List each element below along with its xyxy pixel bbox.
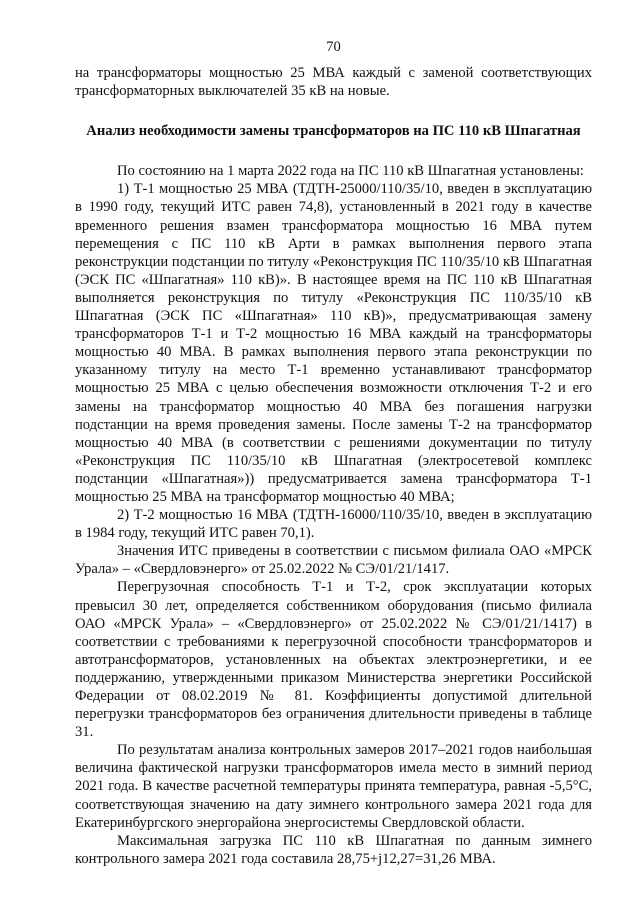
paragraph: По результатам анализа контрольных замеров 2017–2021 годов наибольшая величина фактической нагрузки трансформаторов имела место в зимний период 2021 года. В качестве расчетной температуры принята температура, равная -5,5°С, соответствующая значению на дату зимнего контрольного замера 2021 года для Екатеринбургского энергорайона энергосистемы Свердловской области. [75,742,592,831]
section-heading: Анализ необходимости замены трансформаторов на ПС 110 кВ Шпагатная [86,123,581,140]
paragraph: Значения ИТС приведены в соответствии с письмом филиала ОАО «МРСК Урала» – «Свердловэнерго» от 25.02.2022 № СЭ/01/21/1417. [75,543,592,578]
paragraph-continuation: на трансформаторы мощностью 25 МВА каждый с заменой соответствующих трансформаторных выключателей 35 кВ на новые. [75,65,592,100]
paragraph: По состоянию на 1 марта 2022 года на ПС 110 кВ Шпагатная установлены: [117,163,584,180]
paragraph: 2) Т-2 мощностью 16 МВА (ТДТН-16000/110/35/10, введен в эксплуатацию в 1984 году, текущий ИТС равен 70,1). [75,507,592,542]
paragraph: Максимальная загрузка ПС 110 кВ Шпагатная по данным зимнего контрольного замера 2021 года составила 28,75+j12,27=31,26 МВА. [75,832,592,867]
page-number: 70 [326,39,341,55]
paragraph: Перегрузочная способность Т-1 и Т-2, срок эксплуатации которых превысил 30 лет, определяется собственником оборудования (письмо филиала ОАО «МРСК Урала» – «Свердловэнерго» от 25.02.2022 № СЭ/01/21/1417) в соответствии с требованиями к перегрузочной способности трансформаторов и автотрансформаторов, установленных на объектах электроэнергетики, и ее поддержанию, утвержденными приказом Министерства энергетики Российской Федерации от 08.02.2019 № 81. Коэффициенты допустимой длительной перегрузки трансформаторов без ограничения длительности приведены в таблице 31. [75,579,592,741]
paragraph: 1) Т-1 мощностью 25 МВА (ТДТН-25000/110/35/10, введен в эксплуатацию в 1990 году, текущий ИТС равен 74,8), установленный в 2021 году в качестве временного решения взамен трансформатора мощностью 16 МВА путем перемещения с ПС 110 кВ Арти в рамках выполнения первого этапа реконструкции подстанции по титулу «Реконструкция ПС 110/35/10 кВ Шпагатная (ЭСК ПС «Шпагатная» 110 кВ)». В настоящее время на ПС 110 кВ Шпагатная выполняется реконструкция по титулу «Реконструкция ПС 110/35/10 кВ Шпагатная (ЭСК ПС «Шпагатная» 110 кВ)», предусматривающая замену трансформаторов Т-1 и Т-2 мощностью 16 МВА каждый на трансформаторы мощностью 40 МВА. В рамках выполнения первого этапа реконструкции по указанному титулу на место Т-1 временно устанавливают трансформатор мощностью 25 МВА с целью обеспечения возможности отключения Т-2 и его замены на трансформатор мощностью 40 МВА без погашения нагрузки подстанции на время проведения замены. После замены Т-2 на трансформатор мощностью 40 МВА (в соответствии с решениями документации по титулу «Реконструкция ПС 110/35/10 кВ Шпагатная (электросетевой комплекс подстанции «Шпагатная»)) предусматривается замена трансформатора Т-1 мощностью 25 МВА на трансформатор мощностью 40 МВА; [75,181,592,505]
